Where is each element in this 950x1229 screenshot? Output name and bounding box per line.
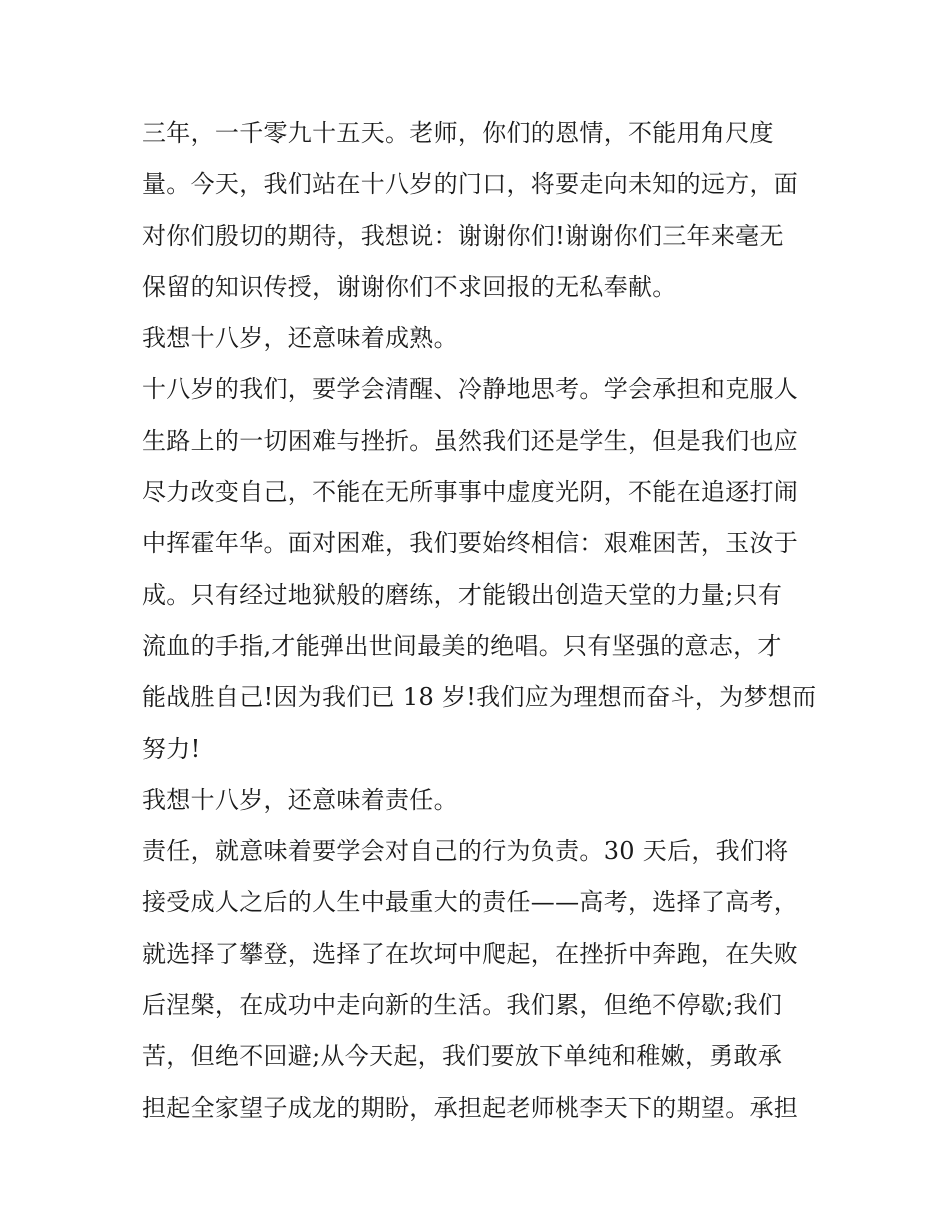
text-line: 生路上的一切困难与挫折。虽然我们还是学生，但是我们也应 (142, 426, 799, 455)
text-line: 尽力改变自己，不能在无所事事中虚度光阴，不能在追逐打闹 (142, 478, 799, 507)
text-line: 接受成人之后的人生中最重大的责任——高考，选择了高考， (142, 888, 799, 917)
text-line: 后涅槃，在成功中走向新的生活。我们累，但绝不停歇;我们 (142, 991, 783, 1020)
document-body (142, 108, 817, 1134)
text-line: 成。只有经过地狱般的磨练，才能锻出创造天堂的力量;只有 (142, 580, 783, 609)
text-line: 我想十八岁，还意味着成熟。 (142, 324, 458, 353)
text-line: 责任，就意味着要学会对自己的行为负责。30 天后，我们将 (142, 837, 789, 866)
text-line: 担起全家望子成龙的期盼，承担起老师桃李天下的期望。承担 (142, 1093, 799, 1122)
text-line: 就选择了攀登，选择了在坎坷中爬起，在挫折中奔跑，在失败 (142, 939, 799, 968)
text-line: 保留的知识传授，谢谢你们不求回报的无私奉献。 (142, 272, 677, 301)
text-line: 十八岁的我们，要学会清醒、冷静地思考。学会承担和克服人 (142, 375, 799, 404)
text-line: 三年，一千零九十五天。老师，你们的恩情，不能用角尺度 (142, 119, 774, 147)
text-line: 对你们殷切的期待，我想说：谢谢你们!谢谢你们三年来毫无 (142, 221, 784, 250)
text-line: 能战胜自己!因为我们已 18 岁!我们应为理想而奋斗，为梦想而 (142, 683, 817, 712)
text-line: 中挥霍年华。面对困难，我们要始终相信：艰难困苦，玉汝于 (142, 529, 799, 558)
text-line: 我想十八岁，还意味着责任。 (142, 785, 458, 814)
text-line: 苦，但绝不回避;从今天起，我们要放下单纯和稚嫩，勇敢承 (142, 1042, 783, 1071)
text-line: 努力! (142, 734, 201, 763)
text-line: 量。今天，我们站在十八岁的门口，将要走向未知的远方，面 (142, 170, 799, 199)
text-line: 流血的手指,才能弹出世间最美的绝唱。只有坚强的意志，才 (142, 631, 782, 660)
